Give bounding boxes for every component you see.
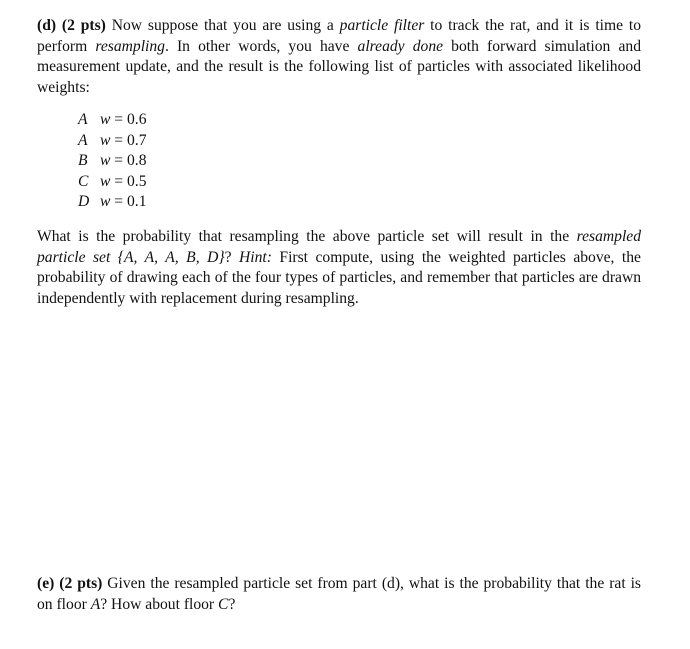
equals-sign: = [110,131,127,149]
equals-sign: = [110,193,127,211]
part-e-text-3: ? [228,595,236,613]
weight-value: 0.7 [127,131,147,149]
particle-label: B [78,152,88,170]
weight-value: 0.6 [127,111,147,128]
floor-c: C [218,595,229,613]
part-e-label: (e) [37,575,55,592]
particle-list [78,110,147,213]
question-text-3: First compute, using the weighted particles above, the probability of drawing each of the four types of particles, and remember that particles are drawn independently with replacement during resampling. [37,248,641,307]
particle-weight [100,110,147,131]
particle-row [78,151,147,172]
particle-label: D [78,193,90,211]
floor-a: A [90,595,101,613]
part-e-points: (2 pts) [59,575,103,592]
weight-value: 0.5 [127,172,147,190]
weight-symbol: w [100,172,111,190]
particle-label: A [78,111,88,128]
part-d-text-3: . In other words, you have [164,37,358,55]
weight-value: 0.1 [127,193,147,211]
particle-row [78,172,147,193]
weight-symbol: w [100,111,111,128]
question-text-2: ? [224,248,239,266]
part-d-text-1: Now suppose that you are using a [105,17,340,34]
part-d-label: (d) [37,17,57,34]
particle-row [78,131,147,152]
question-text-1: What is the probability that resampling the above particle set will result in the [37,228,577,245]
particle-label: A [78,131,88,149]
part-d-points: (2 pts) [61,17,106,34]
part-e-paragraph [37,574,641,615]
part-e-text-1: Given the resampled particle set from part (d), what is the probability that the rat is on floor [37,575,642,613]
term-resampling: resampling [95,37,165,55]
weight-value: 0.8 [127,152,147,170]
resampled-set-expression: {A, A, A, B, D} [110,248,225,266]
particle-weight [100,172,147,193]
particle-label: C [78,172,89,190]
part-d-text-2: to track the rat, and it is time to perform [37,17,642,55]
part-d-question [37,227,641,309]
equals-sign: = [110,172,127,190]
particle-row [78,192,147,213]
particle-weight [100,131,147,152]
particle-row [78,110,147,131]
particle-weight [100,151,147,172]
part-e-text-2: ? How about floor [100,595,219,613]
weight-symbol: w [100,152,111,170]
equals-sign: = [110,111,127,128]
term-resampled-particle-set: resampled particle set [37,228,641,266]
part-d-paragraph [37,16,641,98]
weight-symbol: w [100,193,111,211]
hint-label: Hint: [239,248,272,266]
part-d-text-4: both forward simulation and measurement update, and the result is the following list of particles with associated likelihood weights: [37,37,641,96]
weight-symbol: w [100,131,111,149]
particle-weight [100,192,147,213]
term-already-done: already done [357,37,444,55]
term-particle-filter: particle filter [339,17,425,34]
equals-sign: = [110,152,127,170]
